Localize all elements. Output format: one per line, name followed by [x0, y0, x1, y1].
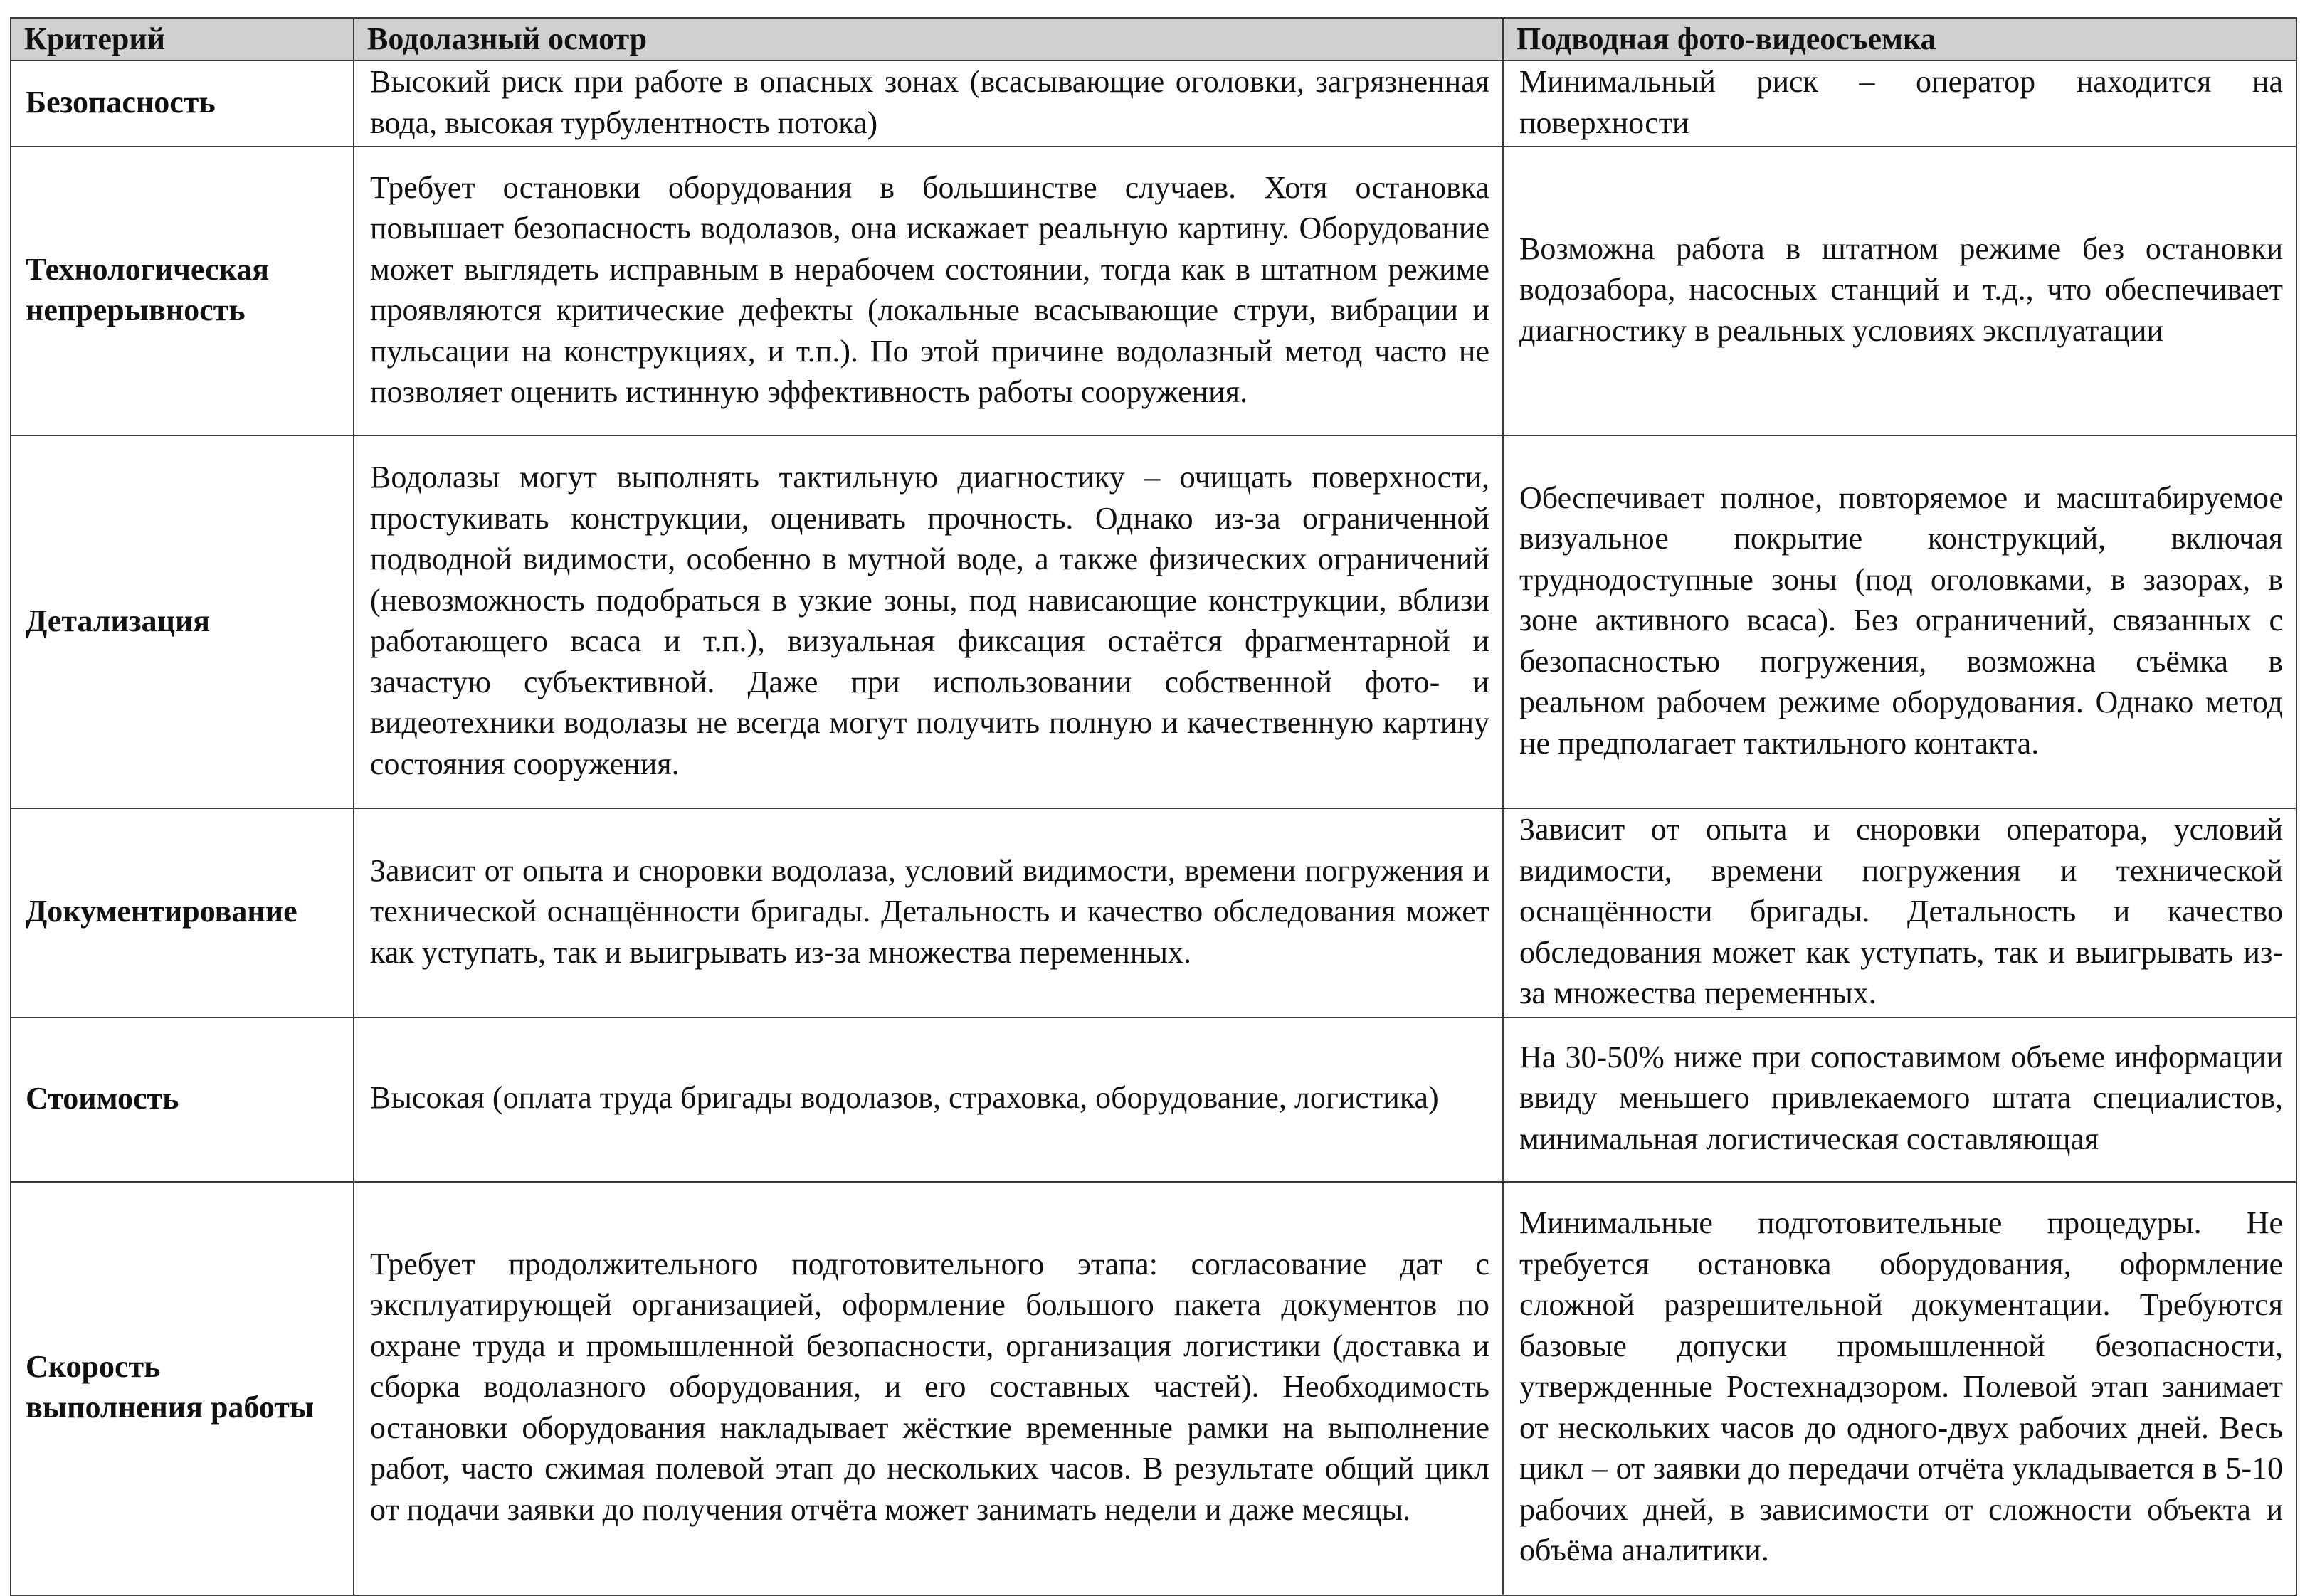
diving-cell: Водолазы могут выполнять тактильную диагностику – очищать поверхности, простукивать конструкции, оценивать прочность. Однако из-за ограниченной подводной видимости, особенно в мутной воде, а также физических ограничений (невозможность подобраться в узкие зоны, под нависающие конструкции, вблизи работающего всаса и т.п.), визуальная фиксация остаётся фрагментарной и зачастую субъективной. Даже при использовании собственной фото- и видеотехники водолазы не всегда могут получить полную и качественную картину состояния сооружения. [354, 435, 1503, 808]
photo-cell: Зависит от опыта и сноровки оператора, условий видимости, времени погружения и технической оснащённости бригады. Детальность и качество обследования может как уступать, так и выигрывать из-за множества переменных. [1503, 808, 2296, 1018]
criterion-cell: Стоимость [11, 1018, 354, 1182]
header-criterion: Критерий [11, 18, 354, 60]
criterion-cell: Безопасность [11, 60, 354, 147]
criterion-cell: Детализация [11, 435, 354, 808]
comparison-table [10, 17, 2297, 1596]
diving-cell: Требует продолжительного подготовительного этапа: согласование дат с эксплуатирующей организацией, оформление большого пакета документов по охране труда и промышленной безопасности, организация логистики (доставка и сборка водолазного оборудования, и его составных частей). Необходимость остановки оборудования накладывает жёсткие временные рамки на выполнение работ, часто сжимая полевой этап до нескольких часов. В результате общий цикл от подачи заявки до получения отчёта может занимать недели и даже месяцы. [354, 1182, 1503, 1595]
table-row [11, 147, 2296, 435]
header-diving: Водолазный осмотр [354, 18, 1503, 60]
criterion-cell: Документирование [11, 808, 354, 1018]
table-row [11, 1018, 2296, 1182]
photo-cell: Возможна работа в штатном режиме без остановки водозабора, насосных станций и т.д., что обеспечивает диагностику в реальных условиях эксплуатации [1503, 147, 2296, 435]
photo-cell: Минимальный риск – оператор находится на поверхности [1503, 60, 2296, 147]
photo-cell: На 30-50% ниже при сопоставимом объеме информации ввиду меньшего привлекаемого штата специалистов, минимальная логистическая составляющая [1503, 1018, 2296, 1182]
diving-cell: Высокий риск при работе в опасных зонах (всасывающие оголовки, загрязненная вода, высокая турбулентность потока) [354, 60, 1503, 147]
table-row [11, 435, 2296, 808]
table-row [11, 60, 2296, 147]
header-row [11, 18, 2296, 60]
table-row [11, 1182, 2296, 1595]
table-row [11, 808, 2296, 1018]
criterion-cell: Скорость выполнения работы [11, 1182, 354, 1595]
diving-cell: Высокая (оплата труда бригады водолазов, страховка, оборудование, логистика) [354, 1018, 1503, 1182]
diving-cell: Зависит от опыта и сноровки водолаза, условий видимости, времени погружения и технической оснащённости бригады. Детальность и качество обследования может как уступать, так и выигрывать из-за множества переменных. [354, 808, 1503, 1018]
header-photo: Подводная фото-видеосъемка [1503, 18, 2296, 60]
photo-cell: Обеспечивает полное, повторяемое и масштабируемое визуальное покрытие конструкций, включая труднодоступные зоны (под оголовками, в зазорах, в зоне активного всаса). Без ограничений, связанных с безопасностью погружения, возможна съёмка в реальном рабочем режиме оборудования. Однако метод не предполагает тактильного контакта. [1503, 435, 2296, 808]
photo-cell: Минимальные подготовительные процедуры. Не требуется остановка оборудования, оформление сложной разрешительной документации. Требуются базовые допуски промышленной безопасности, утвержденные Ростехнадзором. Полевой этап занимает от нескольких часов до одного-двух рабочих дней. Весь цикл – от заявки до передачи отчёта укладывается в 5-10 рабочих дней, в зависимости от сложности объекта и объёма аналитики. [1503, 1182, 2296, 1595]
criterion-cell: Технологическая непрерывность [11, 147, 354, 435]
diving-cell: Требует остановки оборудования в большинстве случаев. Хотя остановка повышает безопасность водолазов, она искажает реальную картину. Оборудование может выглядеть исправным в нерабочем состоянии, тогда как в штатном режиме проявляются критические дефекты (локальные всасывающие струи, вибрации и пульсации на конструкциях, и т.п.). По этой причине водолазный метод часто не позволяет оценить истинную эффективность работы сооружения. [354, 147, 1503, 435]
